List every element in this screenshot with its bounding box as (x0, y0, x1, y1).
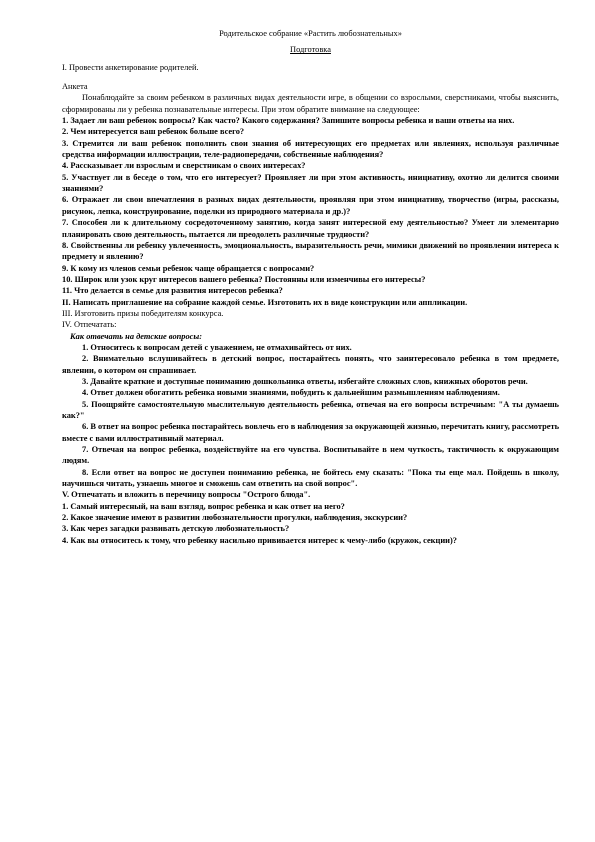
question-item: 2. Чем интересуется ваш ребенок больше всего? (62, 127, 245, 137)
question-item: 7. Способен ли к длительному сосредоточенному занятию, когда занят интересной ему деятельностью? Умеет ли элементарно планировать свою деятельность, пытается ли преодолеть различные трудности? (62, 218, 559, 239)
question-item: 8. Свойственны ли ребенку увлеченность, эмоциональность, выразительность речи, мимики движений во проявлении интереса к предмету и явлению? (62, 240, 559, 262)
advice-item: 7. Отвечая на вопрос ребенка, воздействуйте на его чувства. Воспитывайте в нем чуткость, тактичность к окружающим людям. (62, 445, 559, 466)
sharp-question-item: 1. Самый интересный, на ваш взгляд, вопрос ребенка и как ответ на него? (62, 501, 345, 511)
section-4-heading: IV. Отпечатать: (62, 320, 117, 330)
question-item: 10. Широк или узок круг интересов вашего ребенка? Постоянны или изменчивы его интересы? (62, 274, 426, 284)
sharp-question-item: 3. Как через загадки развивать детскую любознательность? (62, 524, 290, 534)
question-item: 1. Задает ли ваш ребенок вопросы? Как часто? Какого содержания? Запишите вопросы ребенка и ваши ответы на них. (62, 116, 515, 126)
section-5-heading: V. Отпечатать и вложить в перечницу вопросы "Острого блюда". (62, 490, 311, 500)
howto-heading: Как отвечать на детские вопросы: (70, 331, 202, 341)
document-page (62, 28, 559, 546)
advice-item: 1. Относитесь к вопросам детей с уважением, не отмахивайтесь от них. (82, 342, 352, 352)
questions-list (62, 115, 559, 297)
section-3-heading: III. Изготовить призы победителям конкурса. (62, 308, 224, 318)
section-2-heading: II. Написать приглашение на собрание каждой семье. Изготовить их в виде конструкции или аппликации. (62, 297, 468, 307)
question-item: 11. Что делается в семье для развития интересов ребенка? (62, 286, 283, 296)
question-item: 6. Отражает ли свои впечатления в разных видах деятельности, проявляя при этом инициативу, творчество (игры, рассказы, рисунок, лепка, конструирование, поделки из природного материала и др.)? (62, 195, 559, 216)
advice-list (62, 342, 559, 489)
question-item: 3. Стремится ли ваш ребенок пополнить свои знания об интересующих его предметах или явлениях, используя различные средства информации иллюстрации, теле-радиопередачи, собственные наблюдения? (62, 138, 559, 160)
advice-item: 3. Давайте краткие и доступные пониманию дошкольника ответы, избегайте сложных слов, книжных оборотов речи. (82, 376, 528, 386)
document-subtitle: Подготовка (290, 45, 331, 55)
advice-item: 2. Внимательно вслушивайтесь в детский вопрос, постарайтесь понять, что заинтересовало ребенка в том предмете, явлении, о котором он спрашивает. (62, 354, 559, 375)
advice-item: 8. Если ответ на вопрос не доступен пониманию ребенка, не бойтесь ему сказать: "Пока ты еще мал. Пойдешь в школу, научишься читать, узнаешь многое и сможешь сам ответить на свой вопрос". (62, 467, 559, 489)
document-title: Родительское собрание «Растить любознательных» (219, 29, 402, 38)
sharp-question-item: 4. Как вы относитесь к тому, что ребенку насильно прививается интерес к чему-либо (кружок, секции)? (62, 535, 457, 545)
question-item: 4. Рассказывает ли взрослым и сверстникам о своих интересах? (62, 161, 306, 171)
advice-item: 5. Поощряйте самостоятельную мыслительную деятельность ребенка, отвечая на его вопросы встречным: "А ты думаешь как?" (62, 399, 559, 420)
sharp-question-item: 2. Какое значение имеют в развитии любознательности прогулки, наблюдения, экскурсии? (62, 513, 408, 523)
section-1-heading: I. Провести анкетирование родителей. (62, 62, 199, 72)
anketa-heading: Анкета (62, 82, 88, 92)
question-item: 9. К кому из членов семьи ребенок чаще обращается с вопросами? (62, 263, 315, 273)
sharp-questions-list (62, 501, 559, 546)
advice-item: 6. В ответ на вопрос ребенка постарайтесь вовлечь его в наблюдения за окружающей жизнью, перечитать книгу, рассмотреть вместе с вами иллюстративный материал. (62, 422, 559, 443)
advice-item: 4. Ответ должен обогатить ребенка новыми знаниями, побудить к дальнейшим размышлениям наблюдениям. (82, 388, 500, 398)
anketa-intro: Понаблюдайте за своим ребенком в различных видах деятельности игре, в общении со взрослыми, сверстниками, чтобы выяснить, сформированы ли у ребенка познавательные интересы. При этом обратите внимание на следующее: (62, 93, 559, 114)
question-item: 5. Участвует ли в беседе о том, что его интересует? Проявляет ли при этом активность, инициативу, охотно ли делится своими знаниями? (62, 172, 559, 194)
